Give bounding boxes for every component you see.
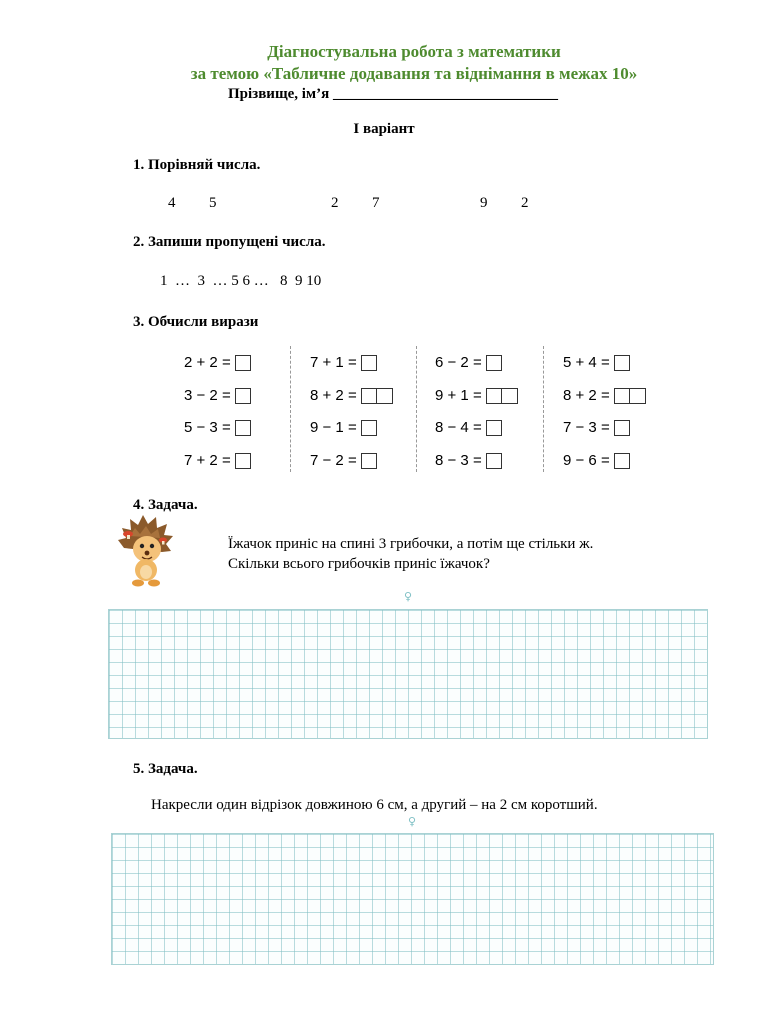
- expression: [184, 452, 251, 469]
- expression: [310, 387, 393, 404]
- title-line-2: за темою «Табличне додавання та віднімання в межах 10»: [190, 64, 638, 83]
- answer-grid-task4[interactable]: [108, 609, 708, 739]
- expression-text: 7 − 3 =: [563, 419, 610, 436]
- compare-number: 9: [480, 195, 488, 211]
- answer-box[interactable]: [630, 388, 646, 404]
- answer-box[interactable]: [486, 420, 502, 436]
- expression-text: 6 − 2 =: [435, 354, 482, 371]
- expression: [184, 387, 251, 404]
- problem-text-line-2: Скільки всього грибочків приніс їжачок?: [228, 556, 490, 572]
- expression-text: 5 − 3 =: [184, 419, 231, 436]
- expression: [184, 354, 251, 371]
- expression-text: 9 − 6 =: [563, 452, 610, 469]
- expression: [563, 452, 630, 469]
- grid-marker-icon: ♀: [408, 815, 417, 828]
- answer-box[interactable]: [235, 355, 251, 371]
- expression-text: 8 + 2 =: [310, 387, 357, 404]
- expression-text: 7 + 1 =: [310, 354, 357, 371]
- expression: [563, 387, 646, 404]
- task4-heading: 4. Задача.: [133, 497, 198, 513]
- expression-text: 7 + 2 =: [184, 452, 231, 469]
- answer-box[interactable]: [361, 388, 377, 404]
- expression-text: 8 + 2 =: [563, 387, 610, 404]
- answer-box[interactable]: [235, 453, 251, 469]
- problem-text-line-1: Їжачок приніс на спині 3 грибочки, а потім ще стільки ж.: [228, 536, 594, 552]
- expression-text: 8 − 4 =: [435, 419, 482, 436]
- expression: [435, 419, 502, 436]
- answer-box[interactable]: [235, 420, 251, 436]
- column-divider: [290, 346, 291, 472]
- task2-heading: 2. Запиши пропущені числа.: [133, 234, 326, 250]
- compare-number: 7: [372, 195, 380, 211]
- answer-box[interactable]: [361, 355, 377, 371]
- column-divider: [416, 346, 417, 472]
- compare-number: 2: [521, 195, 529, 211]
- expression: [184, 419, 251, 436]
- expression: [435, 354, 502, 371]
- answer-box[interactable]: [486, 388, 502, 404]
- compare-number: 5: [209, 195, 217, 211]
- expression: [310, 419, 377, 436]
- answer-box[interactable]: [486, 453, 502, 469]
- task5-heading: 5. Задача.: [133, 761, 198, 777]
- expression-text: 5 + 4 =: [563, 354, 610, 371]
- answer-box[interactable]: [614, 355, 630, 371]
- expression-text: 9 + 1 =: [435, 387, 482, 404]
- answer-box[interactable]: [614, 453, 630, 469]
- variant-heading: І варіант: [353, 121, 415, 137]
- answer-box[interactable]: [502, 388, 518, 404]
- task3-heading: 3. Обчисли вирази: [133, 314, 259, 330]
- grid-marker-icon: ♀: [404, 590, 413, 603]
- answer-box[interactable]: [377, 388, 393, 404]
- expression: [563, 354, 630, 371]
- expression-text: 2 + 2 =: [184, 354, 231, 371]
- answer-box[interactable]: [235, 388, 251, 404]
- answer-box[interactable]: [614, 388, 630, 404]
- expression: [435, 387, 518, 404]
- hedgehog-icon: [116, 514, 174, 588]
- name-field-label[interactable]: Прізвище, ім’я ______________________________: [228, 86, 559, 102]
- compare-number: 2: [331, 195, 339, 211]
- expression: [310, 452, 377, 469]
- expression-text: 8 − 3 =: [435, 452, 482, 469]
- problem-text: Накресли один відрізок довжиною 6 см, а другий – на 2 см коротший.: [151, 797, 598, 813]
- answer-box[interactable]: [614, 420, 630, 436]
- answer-grid-task5[interactable]: [111, 833, 714, 965]
- expression-text: 7 − 2 =: [310, 452, 357, 469]
- answer-box[interactable]: [361, 420, 377, 436]
- number-sequence: 1 … 3 … 5 6 … 8 9 10: [160, 273, 322, 289]
- expression: [563, 419, 630, 436]
- column-divider: [543, 346, 544, 472]
- expression-text: 3 − 2 =: [184, 387, 231, 404]
- expression-text: 9 − 1 =: [310, 419, 357, 436]
- compare-number: 4: [168, 195, 176, 211]
- expression: [435, 452, 502, 469]
- expression: [310, 354, 377, 371]
- answer-box[interactable]: [361, 453, 377, 469]
- task1-heading: 1. Порівняй числа.: [133, 157, 261, 173]
- answer-box[interactable]: [486, 355, 502, 371]
- title-line-1: Діагностувальна робота з математики: [267, 42, 561, 61]
